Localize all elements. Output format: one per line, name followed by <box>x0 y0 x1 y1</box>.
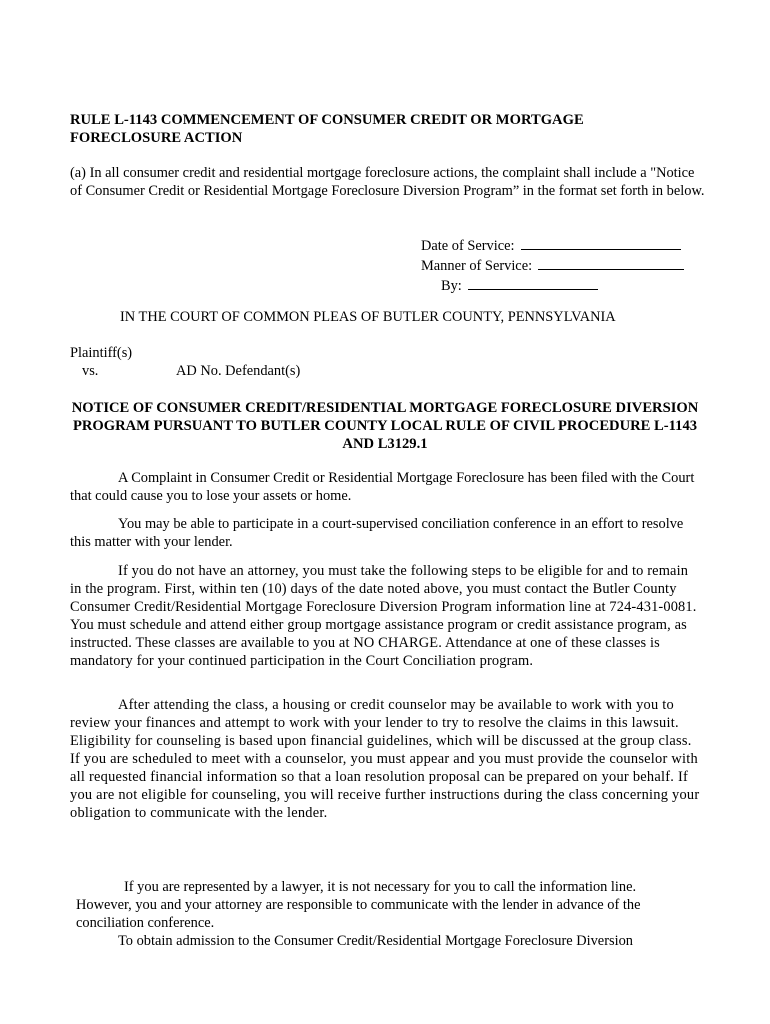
rule-heading: RULE L-1143 COMMENCEMENT OF CONSUMER CREDIT OR MORTGAGE FORECLOSURE ACTION <box>70 112 584 146</box>
manner-of-service-blank <box>538 269 684 270</box>
notice-title: NOTICE OF CONSUMER CREDIT/RESIDENTIAL MORTGAGE FORECLOSURE DIVERSION PROGRAM PURSUANT TO BUTLER COUNTY LOCAL RULE OF CIVIL PROCEDURE L-1143 AND L3129.1 <box>71 400 699 452</box>
paragraph-no-attorney-steps: If you do not have an attorney, you must take the following steps to be eligible for and to remain in the program. First, within ten (10) days of the date noted above, you must contact the Butler County Consumer Credit/Residential Mortgage Foreclosure Diversion Program information line at 724-431-0081. You must schedule and attend either group mortgage assistance program or credit assistance program, as instructed. These classes are available to you at NO CHARGE. Attendance at one of these classes is mandatory for your continued participation in the Court Conciliation program. <box>70 563 697 669</box>
paragraph-represented-by-lawyer: If you are represented by a lawyer, it is not necessary for you to call the information line. However, you and your attorney are responsible to communicate with the lender in advance of the conciliation conference. <box>76 879 641 931</box>
served-by-label: By: <box>441 278 462 294</box>
paragraph-complaint-filed: A Complaint in Consumer Credit or Residential Mortgage Foreclosure has been filed with the Court that could cause you to lose your assets or home. <box>70 470 695 504</box>
ad-no-defendant-label: AD No. Defendant(s) <box>176 363 301 379</box>
paragraph-a: (a) In all consumer credit and residential mortgage foreclosure actions, the complaint shall include a "Notice of Consumer Credit or Residential Mortgage Foreclosure Diversion Program” in the format set forth in below. <box>70 165 705 199</box>
date-of-service-label: Date of Service: <box>421 238 515 254</box>
served-by-row <box>421 276 721 296</box>
service-block <box>421 236 721 296</box>
served-by-blank <box>468 289 598 290</box>
manner-of-service-label: Manner of Service: <box>421 258 533 274</box>
paragraph-admission: To obtain admission to the Consumer Credit/Residential Mortgage Foreclosure Diversion <box>118 933 633 949</box>
court-caption: IN THE COURT OF COMMON PLEAS OF BUTLER COUNTY, PENNSYLVANIA <box>120 309 616 325</box>
versus-label: vs. <box>82 363 99 379</box>
date-of-service-row <box>421 236 721 256</box>
plaintiff-label: Plaintiff(s) <box>70 345 133 361</box>
paragraph-counselor: After attending the class, a housing or credit counselor may be available to work with you to review your finances and attempt to work with your lender to try to resolve the claims in this lawsuit. Eligibility for counseling is based upon financial guidelines, which will be discussed at the group class. If you are scheduled to meet with a counselor, you must appear and you must provide the counselor with all requested financial information so that a loan resolution proposal can be prepared on your behalf. If you are not eligible for counseling, you will receive further instructions during the class concerning your obligation to communicate with the lender. <box>70 697 700 821</box>
manner-of-service-row <box>421 256 721 276</box>
paragraph-conciliation: You may be able to participate in a court-supervised conciliation conference in an effort to resolve this matter with your lender. <box>70 516 684 550</box>
date-of-service-blank <box>521 249 681 250</box>
